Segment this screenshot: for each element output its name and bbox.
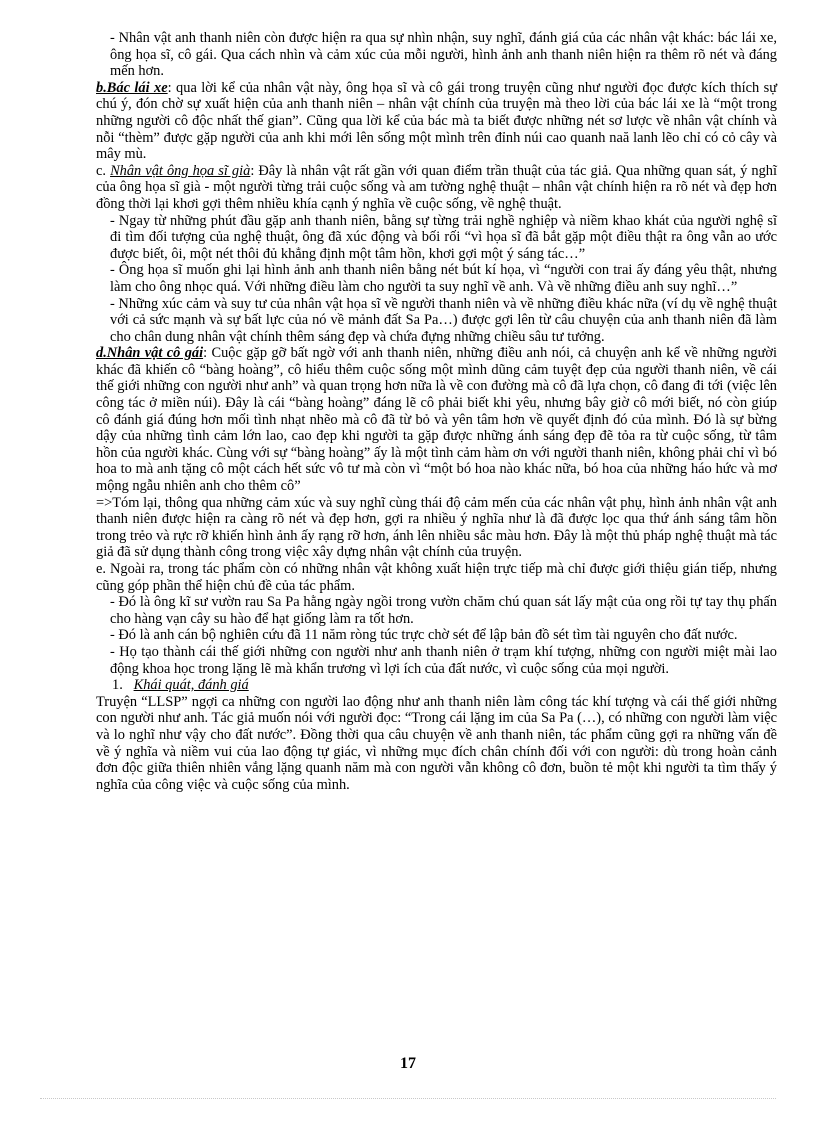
paragraph-bac-lai-xe: [96, 80, 777, 163]
paragraph-hoa-si: [96, 163, 777, 213]
paragraph-khai-quat: Truyện “LLSP” ngợi ca những con người lao động như anh thanh niên làm công tác khí tượng và cái thế giới những con người như anh. Tác giả muốn nói với người đọc: “Trong cái lặng im của Sa Pa (…), có những con người làm việc và lo nghĩ như vậy cho đất nước”. Đồng thời qua câu chuyện về anh thanh niên, tác phẩm cũng gợi ra những vấn đề về ý nghĩa và niềm vui của lao động tự giác, vì những mục đích chân chính đối với con người: dù trong hoàn cảnh đơn độc giữa thiên nhiên vắng lặng quanh năm mà con người vẫn không cô đơn, buồn tẻ một khi người ta tìm thấy ý nghĩa của công việc và cuộc sống của mình.: [96, 693, 777, 793]
section-number: 1.: [112, 677, 123, 694]
paragraph-tom-lai: =>Tóm lại, thông qua những cảm xúc và suy nghĩ cùng thái độ cảm mến của các nhân vật phụ, hình ảnh nhân vật anh thanh niên được hiện ra càng rõ nét và đẹp hơn, gợi ra nhiều ý nghĩa như là đã được lọc qua thứ ánh sáng tâm hồn trong trẻo và rực rỡ khiến hình ảnh ấy rạng rỡ hơn, ánh lên nhiều sắc màu hơn. Đây là một thủ pháp nghệ thuật mà tác giả đã sử dụng thành công trong việc xây dựng nhân vật chính của truyện.: [96, 494, 777, 561]
heading-co-gai: d.Nhân vật cô gái: [96, 345, 204, 362]
section-title: Khái quát, đánh giá: [133, 677, 249, 694]
paragraph-co-gai: [96, 345, 777, 494]
paragraph-hoa-si-3: - Những xúc cảm và suy tư của nhân vật họa sĩ về người thanh niên và về những điều khác nữa (ví dụ về nghệ thuật với cả sức mạnh và sự bất lực của nó về mảnh đất Sa Pa…) được gợi lên từ câu chuyện của anh thanh niên đã làm cho chân dung nhân vật chính thêm sáng đẹp và chứa đựng những chiều sâu tư tưởng.: [110, 295, 777, 345]
prefix-hoa-si: c.: [96, 162, 111, 179]
document-body: [96, 30, 777, 793]
paragraph-intro: - Nhân vật anh thanh niên còn được hiện ra qua sự nhìn nhận, suy nghĩ, đánh giá của các nhân vật khác: bác lái xe, ông họa sĩ, cô gái. Qua cách nhìn và cảm xúc của mỗi người, hình ảnh anh thanh niên hiện ra thêm rõ nét và đáng mến hơn.: [110, 30, 777, 80]
paragraph-the-gioi: - Họ tạo thành cái thế giới những con người như anh thanh niên ở trạm khí tượng, những con người miệt mài lao động khoa học trong lặng lẽ mà khẩn trương vì lợi ích của đất nước, vì cuộc sống của mọi người.: [110, 643, 777, 677]
footer-divider: [40, 1098, 776, 1099]
text-hoa-si: : Đây là nhân vật rất gần với quan điểm trần thuật của tác giả. Qua những quan sát, ý nghĩ của ông họa sĩ già - một người từng trải cuộc sống và am tường nghệ thuật – nhân vật chính hiện ra rõ nét và đẹp hơn đồng thời lại khơi gợi thêm nhiều khía cạnh ý nghĩa về cuộc sống, về nghệ thuật.: [96, 162, 777, 212]
paragraph-can-bo: - Đó là anh cán bộ nghiên cứu đã 11 năm ròng túc trực chờ sét để lập bản đồ sét tìm tài nguyên cho đất nước.: [110, 627, 738, 644]
text-co-gai: : Cuộc gặp gỡ bất ngờ với anh thanh niên, những điều anh nói, cả chuyện anh kể về những người khác đã khiến cô “bàng hoàng”, cô hiểu thêm cuộc sống một mình dũng cảm tuyệt đẹp của người thanh niên, về cái thế giới những con người như anh” và quan trọng hơn nữa là về con đường mà cô đã lựa chọn, cô đang đi tới (việc lên công tác ở miền núi). Đây là cái “bàng hoàng” đáng lẽ cô phải biết khi yêu, nhưng bây giờ cô mới biết, nó còn giúp cô đánh giá đúng hơn mối tình nhạt nhẽo mà cô đã từ bỏ và yên tâm hơn về quyết định đó của mình. Đó là sự bừng dậy của những tình cảm lớn lao, cao đẹp khi người ta gặp được những ánh sáng đẹp đẽ tỏa ra từ cuộc sống, từ tâm hồn của người khác. Cùng với sự “bàng hoàng” ấy là một tình cảm hàm ơn với người thanh niên, không phải chỉ vì bó hoa to mà anh tặng cô một cách hết sức vô tư mà còn vì “một bó hoa nào khác nữa, bó hoa của những háo hức và mơ mộng ngẫu nhiên anh cho thêm cô”: [96, 345, 777, 495]
page-number: 17: [400, 1055, 416, 1072]
paragraph-hoa-si-2: - Ông họa sĩ muốn ghi lại hình ảnh anh thanh niên bằng nét bút kí họa, vì “người con trai ấy đáng yêu thật, nhưng làm cho ông nhọc quá. Với những điều làm cho người ta suy nghĩ về anh. Và về những điều anh suy nghĩ…”: [110, 262, 777, 295]
paragraph-ki-su: - Đó là ông kĩ sư vườn rau Sa Pa hằng ngày ngồi trong vườn chăm chú quan sát lấy mật của ong rồi tự tay thụ phấn cho hàng vạn cây su hào để hạt giống làm ra tốt hơn.: [110, 594, 777, 627]
paragraph-nhan-vat-gian-tiep: e. Ngoài ra, trong tác phẩm còn có những nhân vật không xuất hiện trực tiếp mà chỉ được giới thiệu gián tiếp, nhưng cũng góp phần thể hiện chủ đề của tác phẩm.: [96, 561, 777, 594]
heading-bac-lai-xe: b.Bác lái xe: [96, 79, 168, 96]
section-heading-khai-quat: [96, 677, 777, 694]
heading-hoa-si: Nhân vật ông họa sĩ già: [110, 162, 251, 179]
text-bac-lai-xe: : qua lời kể của nhân vật này, ông họa sĩ và cô gái trong truyện cũng như người đọc được kích thích sự chú ý, đón chờ sự xuất hiện của anh thanh niên – nhân vật chính của truyện mà theo lời của bác lái xe là “một trong những người cô độc nhất thế gian”. Cũng qua lời kể của bác mà ta biết được những nét sơ lược về nhân vật chính và nỗi “thèm” được gặp người của anh khi mới lên sống một mình trên đỉnh núi cao quanh naă lanh lẽo chỉ có cỏ cây và mây mù.: [96, 79, 777, 163]
paragraph-hoa-si-1: - Ngay từ những phút đầu gặp anh thanh niên, bằng sự từng trải nghề nghiệp và niềm khao khát của người nghệ sĩ đi tìm đối tượng của nghệ thuật, ông đã xúc động và bối rối “vì họa sĩ đã bắt gặp một điều thật ra ông vẫn ao ước được biết, ôi, một nét thôi đủ khẳng định một tâm hồn, khơi gợi một ý sáng tác…”: [110, 212, 777, 262]
